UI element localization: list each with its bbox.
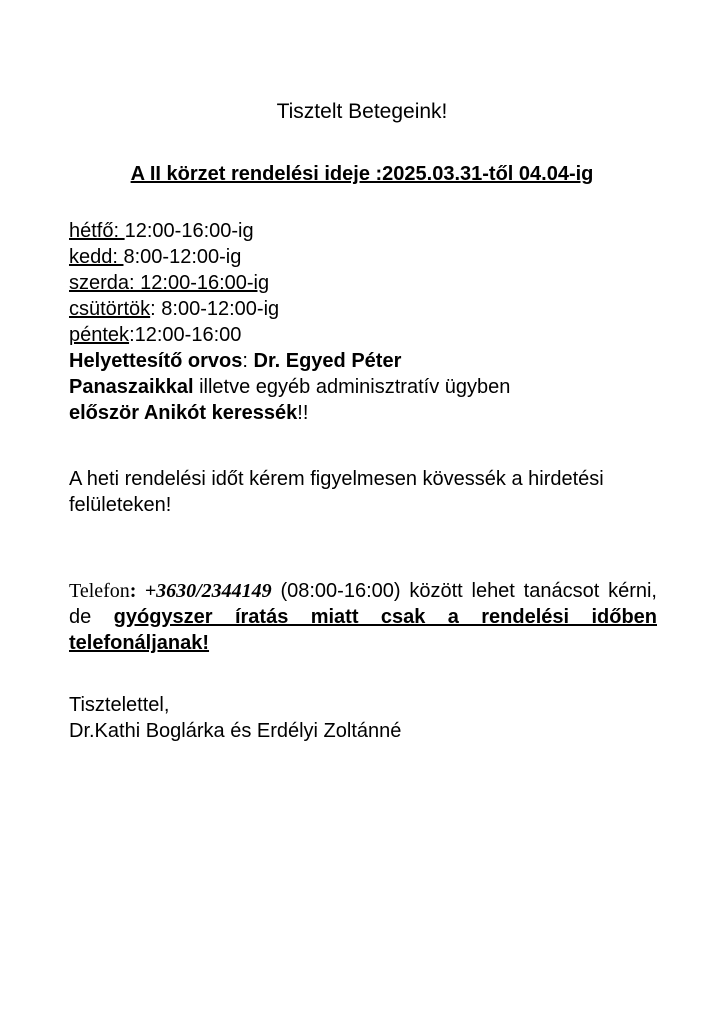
closing-salutation: Tisztelettel, xyxy=(69,694,170,716)
substitute-doctor-line xyxy=(69,348,659,374)
complaints-bold-start: Panaszaikkal xyxy=(69,376,194,398)
substitute-separator: : xyxy=(242,350,254,372)
schedule-heading: A II körzet rendelési ideje :2025.03.31-től 04.04-ig xyxy=(130,163,594,185)
schedule-row-thursday xyxy=(69,296,659,322)
schedule-block xyxy=(69,218,659,426)
notice-paragraph: A heti rendelési időt kérem figyelmesen kövessék a hirdetési felületeken! xyxy=(69,468,604,516)
complaints-middle: illetve egyéb adminisztratív ügyben xyxy=(193,376,511,398)
complaints-tail: !! xyxy=(297,402,309,424)
phone-paragraph xyxy=(69,578,657,656)
day-hours: :12:00-16:00 xyxy=(129,324,242,346)
substitute-label: Helyettesítő orvos xyxy=(69,350,243,372)
day-label: kedd: xyxy=(69,246,124,268)
phone-text: (08:00-16:00) között lehet tanácsot kérni, de xyxy=(69,580,657,628)
day-hours: 12:00-16:00-ig xyxy=(124,220,254,242)
schedule-row-wednesday xyxy=(69,270,659,296)
day-hours: 8:00-12:00-ig xyxy=(123,246,242,268)
phone-colon: : xyxy=(129,580,145,602)
schedule-row-friday xyxy=(69,322,659,348)
closing-block xyxy=(69,692,659,744)
day-label: péntek xyxy=(69,324,130,346)
substitute-name: Dr. Egyed Péter xyxy=(253,350,402,372)
complaints-paragraph xyxy=(69,374,659,426)
day-label: szerda: 12:00-16:00-ig xyxy=(69,272,270,294)
phone-emphasis: gyógyszer íratás miatt csak a rendelési időben telefonáljanak! xyxy=(69,606,657,654)
schedule-row-monday xyxy=(69,218,659,244)
schedule-row-tuesday xyxy=(69,244,659,270)
greeting: Tisztelt Betegeink! xyxy=(276,100,448,123)
day-label: hétfő: xyxy=(69,220,125,242)
phone-label: Telefon xyxy=(69,580,130,602)
complaints-bold-end: először Anikót keressék xyxy=(69,402,298,424)
day-label: csütörtök xyxy=(69,298,151,320)
phone-number: +3630/2344149 xyxy=(144,580,272,602)
day-hours: : 8:00-12:00-ig xyxy=(150,298,280,320)
closing-signature: Dr.Kathi Boglárka és Erdélyi Zoltánné xyxy=(69,720,402,742)
